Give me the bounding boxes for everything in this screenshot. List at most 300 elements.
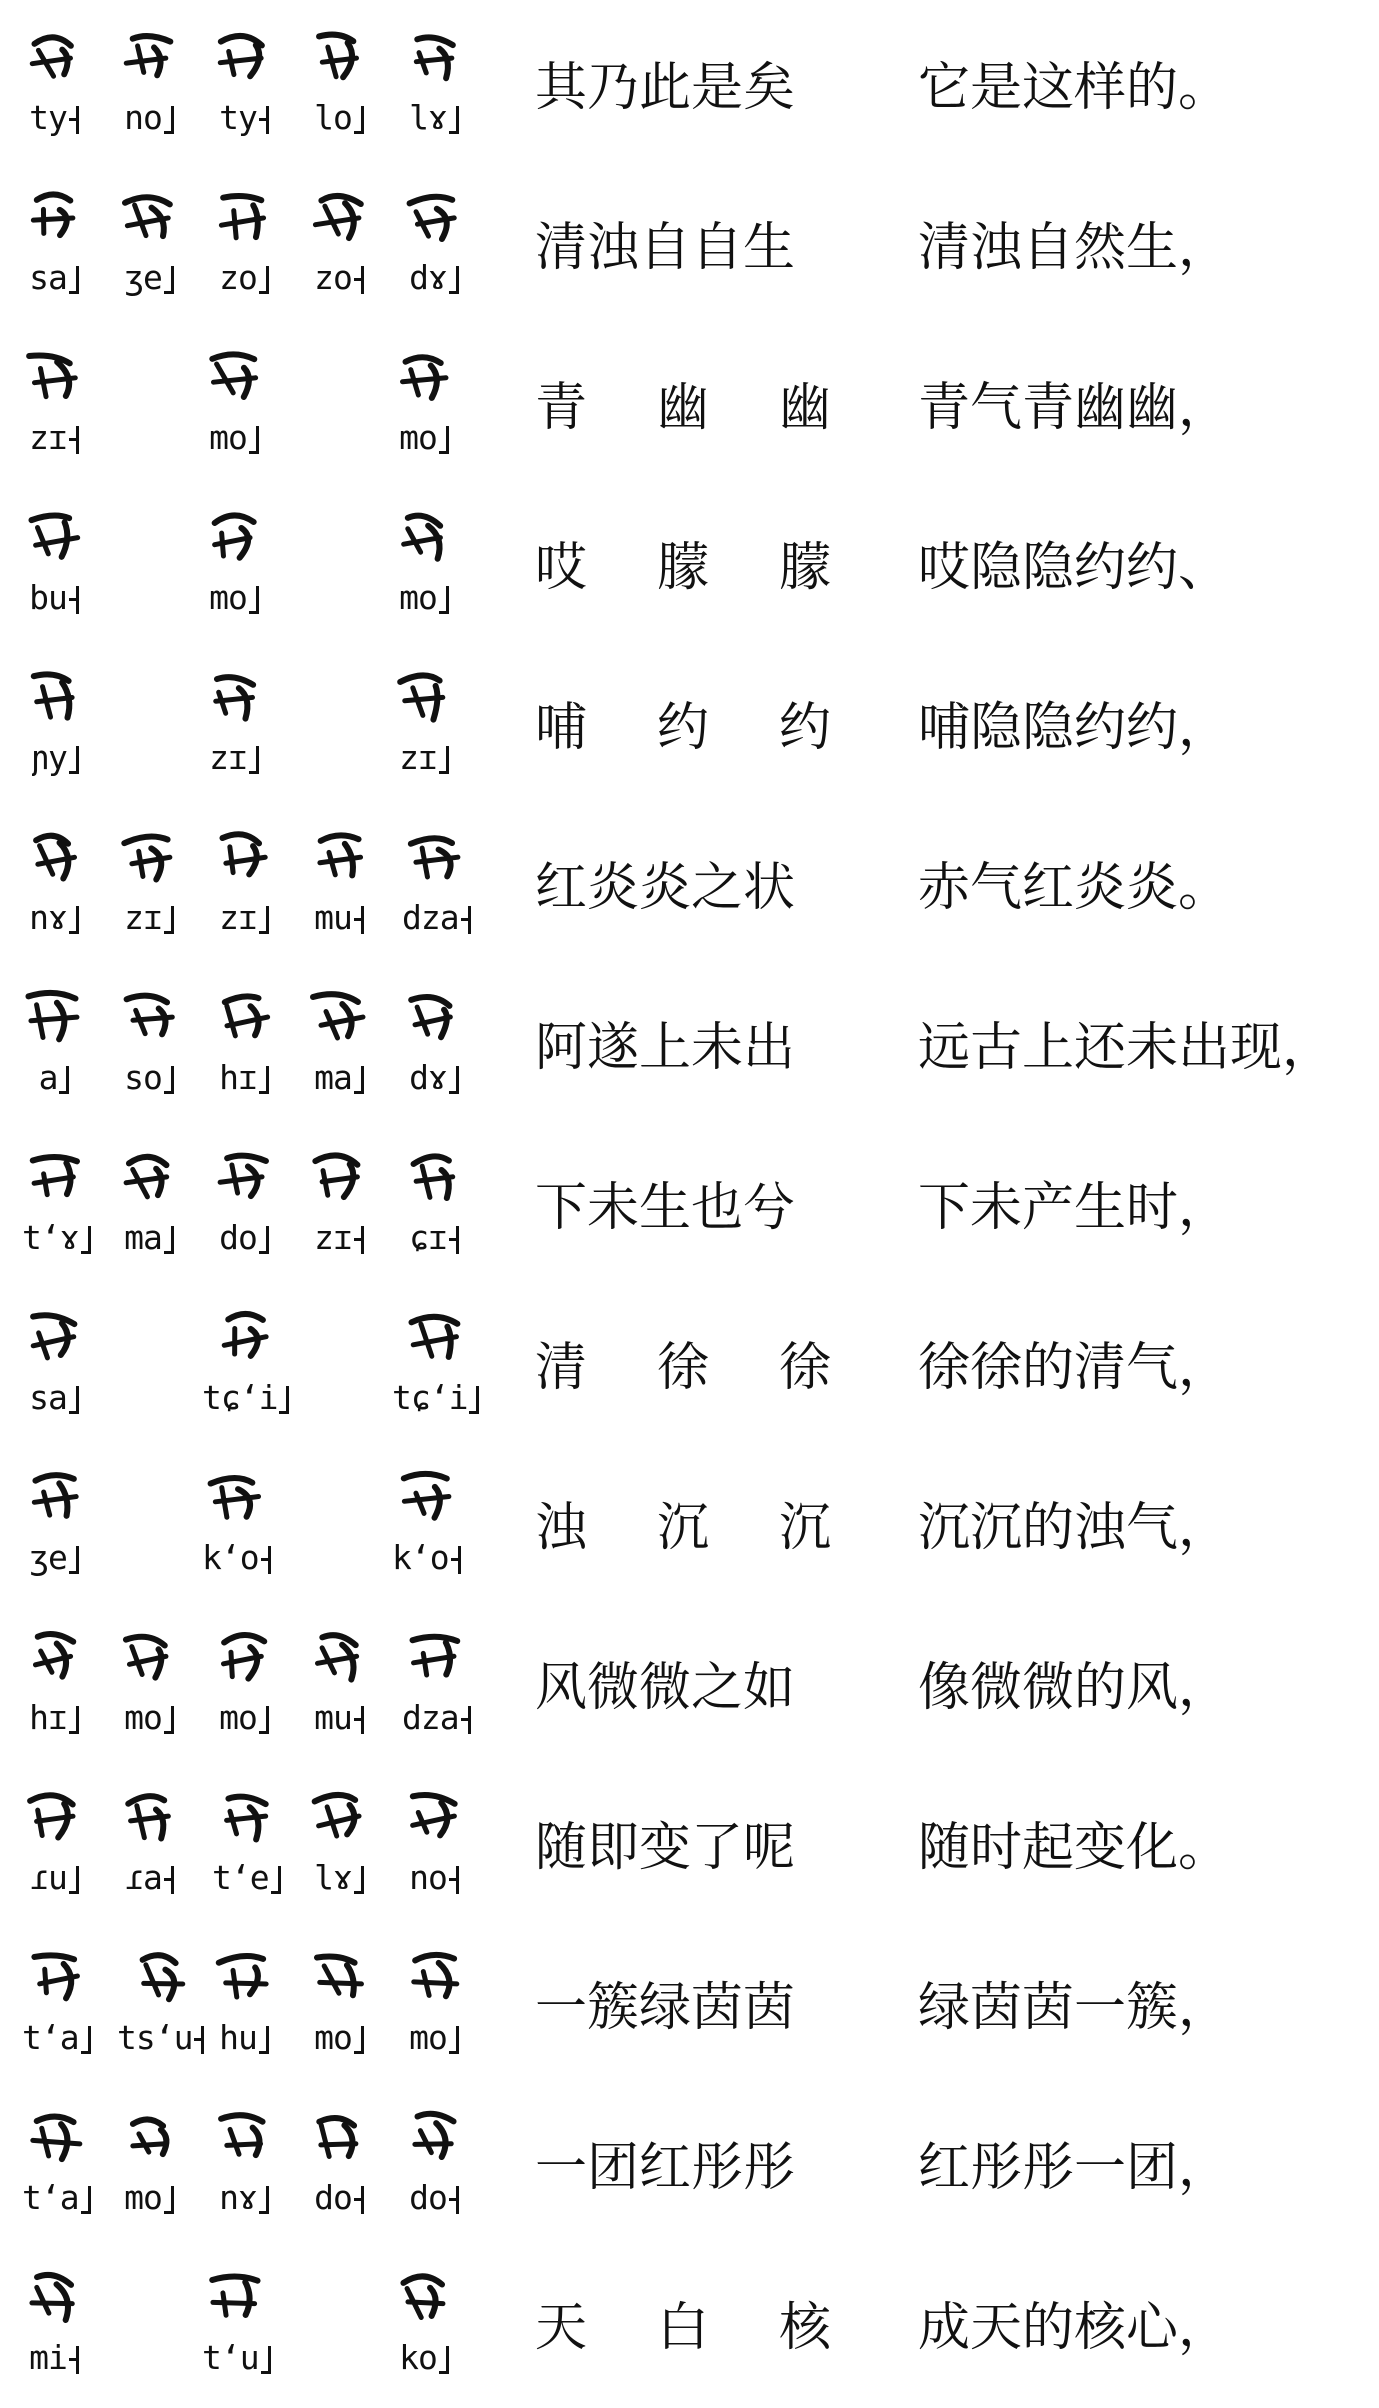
phonetic-transcription — [409, 2174, 459, 2217]
tone-mark — [449, 1066, 459, 1094]
phonetic-transcription — [314, 1054, 364, 1097]
phonetic-text: dza — [402, 898, 459, 937]
yi-glyph — [402, 1136, 466, 1214]
syllable — [117, 1936, 204, 2086]
syllable — [392, 336, 456, 486]
free-translation: 哺隐隐约约， — [918, 698, 1231, 758]
tone-mark — [69, 1866, 79, 1894]
verse-row — [0, 1608, 1379, 1768]
yi-glyph — [22, 2256, 86, 2334]
yi-glyph — [117, 816, 181, 894]
syllable — [402, 816, 471, 966]
verse-row — [0, 488, 1379, 648]
yi-glyph — [402, 2096, 466, 2174]
gloss-text: 风微微之如 — [535, 1658, 796, 1718]
yi-script-column — [22, 976, 452, 1126]
word-gloss — [535, 48, 835, 128]
phonetic-transcription — [29, 254, 79, 297]
syllable — [22, 1936, 91, 2086]
yi-glyph — [212, 976, 276, 1054]
syllable — [212, 2096, 276, 2246]
yi-glyph — [307, 1936, 371, 2014]
syllable — [212, 1936, 276, 2086]
phonetic-text: tsʻu — [117, 2018, 193, 2057]
phonetic-transcription — [38, 1054, 70, 1097]
free-translation: 下未产生时， — [918, 1178, 1231, 1238]
free-translation: 徐徐的清气， — [918, 1338, 1231, 1398]
gloss-character: 沉 — [779, 1498, 832, 1558]
tone-mark — [461, 1706, 471, 1734]
phonetic-transcription — [399, 2334, 449, 2377]
tone-mark — [164, 1226, 174, 1254]
tone-mark — [354, 1226, 364, 1254]
free-translation: 像微微的风， — [918, 1658, 1231, 1718]
yi-glyph — [394, 1456, 458, 1534]
phonetic-transcription — [209, 734, 259, 777]
syllable — [202, 1296, 289, 1446]
phonetic-transcription — [29, 734, 79, 777]
gloss-character: 青 — [535, 378, 588, 438]
phonetic-transcription — [409, 1214, 459, 1257]
verse-row — [0, 1928, 1379, 2088]
phonetic-transcription — [402, 1694, 471, 1737]
syllable — [307, 16, 371, 166]
phonetic-transcription — [399, 414, 449, 457]
tone-mark — [259, 2186, 269, 2214]
yi-glyph — [214, 1776, 278, 1854]
phonetic-text: tʻa — [22, 2018, 79, 2057]
yi-glyph — [117, 1616, 181, 1694]
yi-glyph — [204, 2256, 268, 2334]
phonetic-text: ʒe — [29, 1538, 67, 1577]
phonetic-text: tɕʻi — [202, 1378, 278, 1417]
yi-glyph — [212, 176, 276, 254]
yi-glyph — [307, 16, 371, 94]
yi-script-column — [22, 1776, 452, 1926]
gloss-character: 哺 — [535, 698, 588, 758]
tone-mark — [354, 906, 364, 934]
phonetic-text: lo — [314, 98, 352, 137]
syllable — [402, 16, 466, 166]
gloss-text: 一簇绿茵茵 — [535, 1978, 796, 2038]
gloss-character: 沉 — [657, 1498, 710, 1558]
yi-glyph — [404, 1296, 468, 1374]
syllable — [307, 1776, 371, 1926]
tone-mark — [69, 1706, 79, 1734]
tone-mark — [164, 1706, 174, 1734]
phonetic-text: no — [124, 98, 162, 137]
free-translation: 青气青幽幽， — [918, 378, 1231, 438]
yi-glyph — [402, 16, 466, 94]
word-gloss — [535, 2288, 835, 2368]
gloss-character: 朦 — [779, 538, 832, 598]
phonetic-text: mo — [209, 578, 247, 617]
syllable — [307, 176, 371, 326]
phonetic-transcription — [29, 1534, 79, 1577]
syllable — [202, 496, 266, 646]
tone-mark — [354, 1066, 364, 1094]
yi-glyph — [212, 1136, 276, 1214]
tone-mark — [354, 2026, 364, 2054]
word-gloss — [535, 1808, 835, 1888]
gloss-character: 白 — [657, 2298, 710, 2358]
syllable — [402, 1136, 466, 1286]
phonetic-transcription — [219, 1694, 269, 1737]
yi-glyph — [117, 16, 181, 94]
yi-glyph — [212, 1616, 276, 1694]
tone-mark — [59, 1066, 69, 1094]
tone-mark — [271, 1866, 281, 1894]
phonetic-transcription — [124, 1694, 174, 1737]
syllable — [402, 1776, 466, 1926]
phonetic-text: zɪ — [314, 1218, 352, 1257]
tone-mark — [164, 906, 174, 934]
yi-script-column — [22, 816, 459, 966]
phonetic-transcription — [124, 1214, 174, 1257]
phonetic-text: dza — [402, 1698, 459, 1737]
syllable — [212, 976, 276, 1126]
tone-mark — [261, 1546, 271, 1574]
phonetic-text: nɤ — [29, 898, 67, 937]
yi-glyph — [22, 1776, 86, 1854]
yi-glyph — [392, 2256, 456, 2334]
phonetic-text: lɤ — [409, 98, 447, 137]
tone-mark — [259, 1066, 269, 1094]
phonetic-text: zɪ — [399, 738, 437, 777]
phonetic-transcription — [314, 1214, 364, 1257]
yi-glyph — [202, 336, 266, 414]
phonetic-transcription — [314, 2174, 364, 2217]
verse-row — [0, 8, 1379, 168]
yi-glyph — [22, 656, 86, 734]
syllable — [392, 496, 456, 646]
yi-script-column — [22, 496, 452, 646]
yi-script-column — [22, 336, 452, 486]
tone-mark — [261, 2346, 271, 2374]
tone-mark — [449, 266, 459, 294]
syllable — [22, 1136, 91, 1286]
free-translation: 红彤彤一团， — [918, 2138, 1231, 2198]
syllable — [392, 1296, 479, 1446]
syllable — [402, 2096, 466, 2246]
gloss-text: 清浊自自生 — [535, 218, 796, 278]
tone-mark — [69, 1546, 79, 1574]
yi-glyph — [307, 1136, 371, 1214]
phonetic-transcription — [219, 2014, 269, 2057]
syllable — [22, 336, 86, 486]
phonetic-text: mi — [29, 2338, 67, 2377]
yi-script-column — [22, 1616, 459, 1766]
yi-glyph — [24, 2096, 88, 2174]
phonetic-text: mo — [124, 1698, 162, 1737]
syllable — [402, 176, 466, 326]
verse-row — [0, 1288, 1379, 1448]
free-translation: 赤气红炎炎。 — [918, 858, 1231, 918]
tone-mark — [164, 2186, 174, 2214]
phonetic-transcription — [29, 94, 79, 137]
phonetic-text: do — [219, 1218, 257, 1257]
phonetic-text: sa — [29, 258, 67, 297]
tone-mark — [259, 906, 269, 934]
tone-mark — [354, 106, 364, 134]
yi-glyph — [404, 1616, 468, 1694]
phonetic-transcription — [399, 734, 449, 777]
phonetic-text: mu — [314, 898, 352, 937]
phonetic-text: mo — [314, 2018, 352, 2057]
phonetic-text: kʻo — [202, 1538, 259, 1577]
verse-row — [0, 1448, 1379, 1608]
tone-mark — [439, 2346, 449, 2374]
verse-row — [0, 328, 1379, 488]
tone-mark — [249, 586, 259, 614]
free-translation: 清浊自然生， — [918, 218, 1231, 278]
gloss-character: 约 — [657, 698, 710, 758]
yi-glyph — [117, 1776, 181, 1854]
word-gloss — [535, 1648, 835, 1728]
yi-glyph — [22, 16, 86, 94]
word-gloss — [535, 1488, 835, 1568]
yi-script-column — [22, 176, 452, 326]
tone-mark — [354, 266, 364, 294]
syllable — [22, 1776, 86, 1926]
syllable — [22, 976, 86, 1126]
gloss-character: 幽 — [779, 378, 832, 438]
syllable — [117, 1136, 181, 1286]
phonetic-text: zo — [219, 258, 257, 297]
yi-glyph — [307, 176, 371, 254]
tone-mark — [194, 2026, 204, 2054]
phonetic-transcription — [314, 1854, 364, 1897]
tone-mark — [69, 106, 79, 134]
yi-glyph — [202, 656, 266, 734]
tone-mark — [279, 1386, 289, 1414]
syllable — [392, 1456, 461, 1606]
tone-mark — [439, 426, 449, 454]
yi-glyph — [392, 656, 456, 734]
tone-mark — [461, 906, 471, 934]
phonetic-transcription — [202, 2334, 271, 2377]
syllable — [117, 1616, 181, 1766]
verse-row — [0, 2248, 1379, 2408]
yi-glyph — [402, 1776, 466, 1854]
yi-glyph — [129, 1936, 193, 2014]
phonetic-transcription — [124, 2174, 174, 2217]
tone-mark — [164, 106, 174, 134]
free-translation: 它是这样的。 — [918, 58, 1231, 118]
phonetic-text: ma — [124, 1218, 162, 1257]
tone-mark — [81, 2026, 91, 2054]
yi-glyph — [24, 1936, 88, 2014]
gloss-character: 徐 — [657, 1338, 710, 1398]
yi-script-column — [22, 2096, 452, 2246]
phonetic-text: do — [314, 2178, 352, 2217]
yi-glyph — [212, 1936, 276, 2014]
phonetic-transcription — [219, 894, 269, 937]
phonetic-text: mo — [124, 2178, 162, 2217]
yi-glyph — [307, 1616, 371, 1694]
tone-mark — [259, 106, 269, 134]
yi-glyph — [214, 1296, 278, 1374]
free-translation: 绿茵茵一簇， — [918, 1978, 1231, 2038]
yi-glyph — [117, 2096, 181, 2174]
tone-mark — [69, 746, 79, 774]
yi-glyph — [307, 976, 371, 1054]
phonetic-transcription — [409, 94, 459, 137]
tone-mark — [354, 2186, 364, 2214]
yi-glyph — [307, 2096, 371, 2174]
phonetic-text: dɤ — [409, 258, 447, 297]
phonetic-text: ko — [399, 2338, 437, 2377]
phonetic-transcription — [29, 574, 79, 617]
phonetic-transcription — [409, 1854, 459, 1897]
phonetic-transcription — [219, 94, 269, 137]
yi-glyph — [204, 1456, 268, 1534]
tone-mark — [81, 1226, 91, 1254]
tone-mark — [449, 2186, 459, 2214]
syllable — [212, 816, 276, 966]
word-gloss — [535, 1968, 835, 2048]
tone-mark — [164, 266, 174, 294]
free-translation: 成天的核心， — [918, 2298, 1231, 2358]
phonetic-text: mo — [409, 2018, 447, 2057]
tone-mark — [69, 906, 79, 934]
gloss-character: 徐 — [779, 1338, 832, 1398]
phonetic-text: do — [409, 2178, 447, 2217]
syllable — [22, 16, 86, 166]
gloss-character: 天 — [535, 2298, 588, 2358]
phonetic-text: tʻu — [202, 2338, 259, 2377]
gloss-text: 红炎炎之状 — [535, 858, 796, 918]
phonetic-transcription — [219, 254, 269, 297]
word-gloss — [535, 1168, 835, 1248]
phonetic-text: ɲy — [29, 738, 67, 777]
phonetic-text: zɪ — [209, 738, 247, 777]
syllable — [307, 816, 371, 966]
verse-row — [0, 648, 1379, 808]
phonetic-transcription — [314, 2014, 364, 2057]
gloss-character: 约 — [779, 698, 832, 758]
syllable — [212, 1616, 276, 1766]
syllable — [307, 1136, 371, 1286]
phonetic-transcription — [124, 94, 174, 137]
syllable — [22, 2096, 91, 2246]
phonetic-transcription — [409, 1054, 459, 1097]
gloss-text: 随即变了呢 — [535, 1818, 796, 1878]
free-translation: 沉沉的浊气， — [918, 1498, 1231, 1558]
tone-mark — [249, 746, 259, 774]
phonetic-text: mu — [314, 1698, 352, 1737]
yi-glyph — [307, 816, 371, 894]
phonetic-text: ma — [314, 1058, 352, 1097]
tone-mark — [259, 2026, 269, 2054]
syllable — [392, 656, 456, 806]
verse-row — [0, 168, 1379, 328]
phonetic-text: zɪ — [29, 418, 67, 457]
syllable — [22, 176, 86, 326]
tone-mark — [259, 1226, 269, 1254]
phonetic-text: mo — [209, 418, 247, 457]
yi-glyph — [22, 1456, 86, 1534]
yi-script-column — [22, 2256, 452, 2406]
yi-glyph — [22, 176, 86, 254]
phonetic-transcription — [212, 1854, 281, 1897]
phonetic-text: mo — [219, 1698, 257, 1737]
phonetic-transcription — [402, 894, 471, 937]
verse-row — [0, 2088, 1379, 2248]
phonetic-text: no — [409, 1858, 447, 1897]
yi-glyph — [22, 1296, 86, 1374]
tone-mark — [449, 1866, 459, 1894]
syllable — [22, 496, 86, 646]
yi-glyph — [22, 336, 86, 414]
tone-mark — [439, 746, 449, 774]
syllable — [22, 656, 86, 806]
syllable — [402, 976, 466, 1126]
phonetic-transcription — [22, 2174, 91, 2217]
phonetic-transcription — [314, 894, 364, 937]
syllable — [22, 1296, 86, 1446]
gloss-character: 哎 — [535, 538, 588, 598]
phonetic-transcription — [29, 894, 79, 937]
phonetic-transcription — [124, 254, 174, 297]
phonetic-text: ty — [29, 98, 67, 137]
gloss-character: 核 — [779, 2298, 832, 2358]
verse-row — [0, 1128, 1379, 1288]
phonetic-transcription — [202, 1534, 271, 1577]
syllable — [402, 1936, 466, 2086]
syllable — [212, 1776, 281, 1926]
phonetic-text: lɤ — [314, 1858, 352, 1897]
tone-mark — [81, 2186, 91, 2214]
phonetic-text: tʻa — [22, 2178, 79, 2217]
verse-row — [0, 1768, 1379, 1928]
tone-mark — [439, 586, 449, 614]
phonetic-transcription — [314, 94, 364, 137]
tone-mark — [69, 2346, 79, 2374]
yi-script-column — [22, 16, 452, 166]
phonetic-text: a — [38, 1058, 58, 1097]
gloss-character: 朦 — [657, 538, 710, 598]
yi-glyph — [212, 816, 276, 894]
yi-glyph — [202, 496, 266, 574]
phonetic-text: tɕʻi — [392, 1378, 468, 1417]
syllable — [212, 16, 276, 166]
phonetic-transcription — [29, 1374, 79, 1417]
phonetic-text: ʒe — [124, 258, 162, 297]
syllable — [202, 2256, 271, 2406]
tone-mark — [449, 2026, 459, 2054]
tone-mark — [69, 426, 79, 454]
tone-mark — [449, 1226, 459, 1254]
gloss-character: 浊 — [535, 1498, 588, 1558]
verse-row — [0, 968, 1379, 1128]
yi-script-column — [22, 1456, 452, 1606]
phonetic-transcription — [392, 1374, 479, 1417]
word-gloss — [535, 1328, 835, 1408]
phonetic-transcription — [219, 2174, 269, 2217]
yi-script-column — [22, 1296, 468, 1446]
yi-glyph — [212, 2096, 276, 2174]
phonetic-text: zɪ — [124, 898, 162, 937]
yi-glyph — [212, 16, 276, 94]
syllable — [402, 1616, 471, 1766]
tone-mark — [164, 1066, 174, 1094]
phonetic-transcription — [209, 574, 259, 617]
phonetic-transcription — [117, 2014, 204, 2057]
yi-glyph — [22, 816, 86, 894]
phonetic-transcription — [124, 1054, 174, 1097]
tone-mark — [69, 266, 79, 294]
